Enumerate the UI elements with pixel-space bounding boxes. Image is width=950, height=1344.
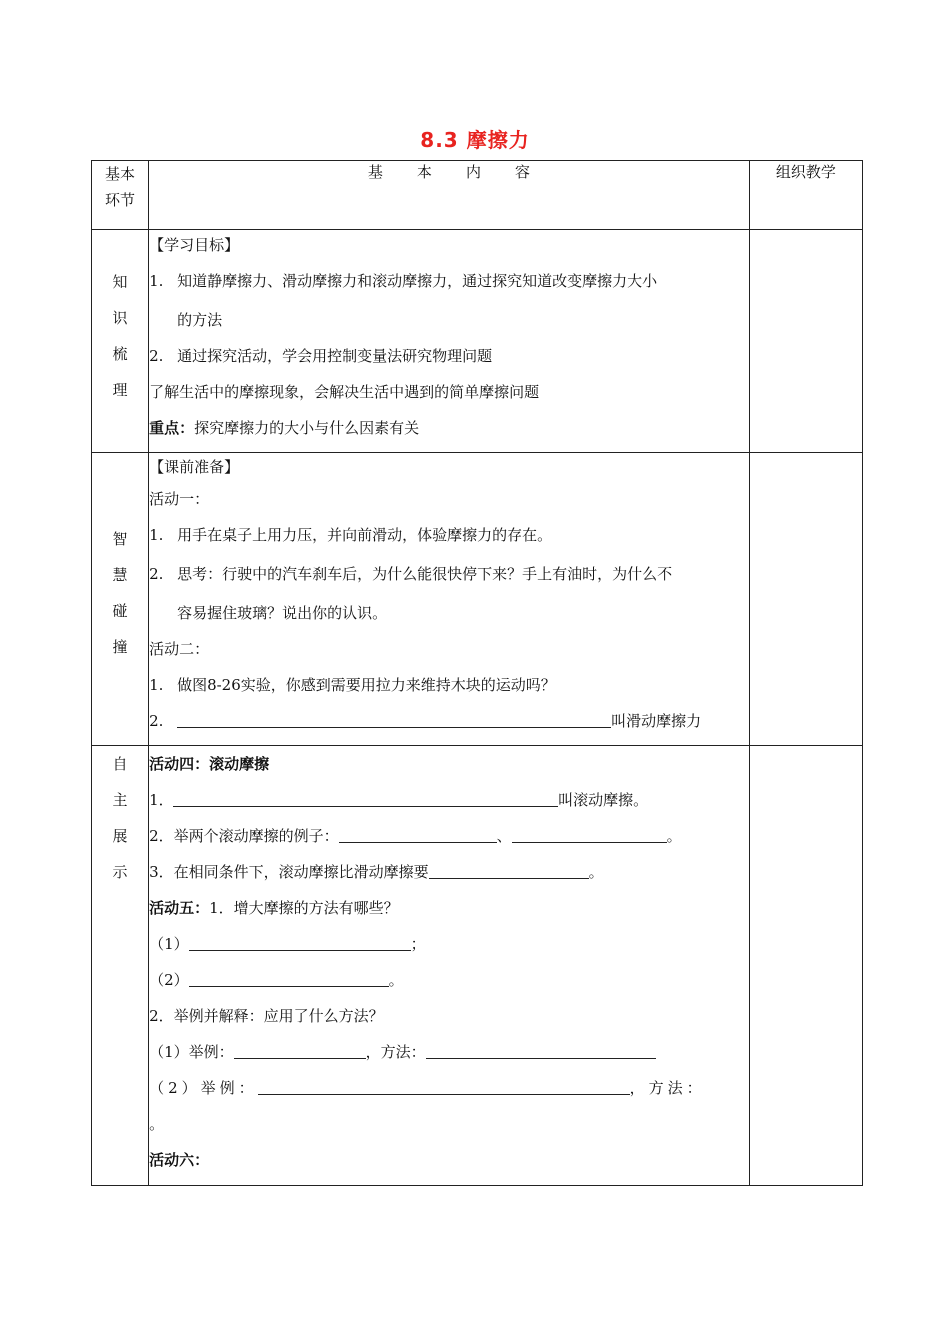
goal-1-cont: 的方法 xyxy=(177,311,223,329)
learning-goals-heading: 【学习目标】 xyxy=(149,236,240,254)
fill-blank[interactable] xyxy=(177,711,611,728)
method-2 xyxy=(149,962,749,998)
header-organize: 组织教学 xyxy=(749,161,862,230)
section-knowledge-notes xyxy=(749,230,862,453)
item-text: （2）举例： xyxy=(149,1079,258,1097)
section-knowledge-row xyxy=(92,230,863,453)
activity-2-item-2 xyxy=(149,703,749,739)
activity-1-item-2 xyxy=(149,553,749,595)
item-text: 用手在桌子上用力压，并向前滑动，体验摩擦力的存在。 xyxy=(177,526,553,544)
goal-text: 通过探究活动，学会用控制变量法研究物理问题 xyxy=(177,347,493,365)
label-char: 主 xyxy=(112,791,128,809)
section-knowledge-label xyxy=(92,230,149,453)
activity-4-q2 xyxy=(149,818,749,854)
activity-5-title xyxy=(149,890,749,926)
item-number: （2） xyxy=(149,971,189,989)
label-char: 自 xyxy=(112,755,128,773)
header-stage-line2: 环节 xyxy=(105,191,136,209)
header-content-char: 本 xyxy=(416,163,432,181)
fill-blank[interactable] xyxy=(258,1078,630,1095)
item-text: 3．在相同条件下，滚动摩擦比滑动摩擦要 xyxy=(149,863,429,881)
section-display-label xyxy=(92,746,149,1186)
fill-blank[interactable] xyxy=(426,1042,656,1059)
fill-blank[interactable] xyxy=(429,862,589,879)
section-display-row xyxy=(92,746,863,1186)
header-content xyxy=(149,161,750,230)
label-char: 慧 xyxy=(112,566,128,584)
section-collision-label xyxy=(92,453,149,746)
label-char: 梳 xyxy=(112,345,128,363)
activity-1-item-1 xyxy=(149,517,749,553)
fill-blank[interactable] xyxy=(234,1042,366,1059)
section-display-content xyxy=(149,746,750,1186)
table-header-row xyxy=(92,161,863,230)
item-number: 1． xyxy=(149,791,174,809)
item-number: （1） xyxy=(149,935,189,953)
goal-1 xyxy=(149,260,749,302)
prep-heading: 【课前准备】 xyxy=(149,458,240,476)
label-char: 智 xyxy=(112,530,128,548)
page-title: 8.3 摩擦力 xyxy=(420,128,530,152)
label-char: 知 xyxy=(112,273,128,291)
goal-text: 知道静摩擦力、滑动摩擦力和滚动摩擦力，通过探究知道改变摩擦力大小 xyxy=(177,272,658,290)
item-number: 2. xyxy=(149,712,164,730)
goal-number: 2. xyxy=(149,347,164,365)
item-text: 。 xyxy=(388,971,404,989)
section-display-notes xyxy=(749,746,862,1186)
label-char: 撞 xyxy=(112,638,128,656)
section-knowledge-content xyxy=(149,230,750,453)
header-content-char: 基 xyxy=(367,163,383,181)
label-char: 识 xyxy=(112,309,128,327)
lesson-table xyxy=(91,160,863,1186)
label-char: 示 xyxy=(112,863,128,881)
example-2 xyxy=(149,1070,749,1106)
activity-4-title: 活动四：滚动摩擦 xyxy=(149,755,270,773)
key-point-label: 重点： xyxy=(149,419,195,437)
activity-1-item-2-cont: 容易握住玻璃？说出你的认识。 xyxy=(177,604,388,622)
activity-4-q1 xyxy=(149,782,749,818)
item-text: 做图8-26实验，你感到需要用拉力来维持木块的运动吗？ xyxy=(177,676,556,694)
activity-2-item-1 xyxy=(149,667,749,703)
section-collision-content xyxy=(149,453,750,746)
item-text: 。 xyxy=(666,827,682,845)
key-point xyxy=(149,410,749,446)
item-text: 思考：行驶中的汽车刹车后，为什么能很快停下来？手上有油时，为什么不 xyxy=(177,565,673,583)
item-text: ，方法： xyxy=(629,1079,706,1097)
method-1 xyxy=(149,926,749,962)
goal-number: 1. xyxy=(149,272,164,290)
activity-label: 活动五： xyxy=(149,899,210,917)
label-char: 理 xyxy=(112,381,128,399)
fill-blank[interactable] xyxy=(173,790,558,807)
item-text: ，方法： xyxy=(365,1043,426,1061)
example-2-end: 。 xyxy=(149,1115,165,1133)
item-text: 。 xyxy=(588,863,604,881)
activity-4-q3 xyxy=(149,854,749,890)
header-content-char: 容 xyxy=(514,163,530,181)
key-point-text: 探究摩擦力的大小与什么因素有关 xyxy=(194,419,420,437)
item-text: 叫滑动摩擦力 xyxy=(611,712,702,730)
fill-blank[interactable] xyxy=(339,826,497,843)
item-text: 、 xyxy=(496,827,512,845)
fill-blank[interactable] xyxy=(189,934,411,951)
item-text: ； xyxy=(410,935,426,953)
item-text: 1．增大摩擦的方法有哪些？ xyxy=(209,899,399,917)
header-content-char: 内 xyxy=(465,163,481,181)
section-collision-notes xyxy=(749,453,862,746)
label-char: 碰 xyxy=(112,602,128,620)
activity-1-title: 活动一： xyxy=(149,490,210,508)
example-1 xyxy=(149,1034,749,1070)
item-number: 2. xyxy=(149,565,164,583)
section-collision-row xyxy=(92,453,863,746)
item-text: 2．举两个滚动摩擦的例子： xyxy=(149,827,339,845)
item-text: （1）举例： xyxy=(149,1043,234,1061)
goal-3: 了解生活中的摩擦现象，会解决生活中遇到的简单摩擦问题 xyxy=(149,383,540,401)
activity-2-title: 活动二： xyxy=(149,640,210,658)
fill-blank[interactable] xyxy=(512,826,667,843)
activity-6-title: 活动六： xyxy=(149,1151,210,1169)
fill-blank[interactable] xyxy=(189,970,389,987)
goal-2 xyxy=(149,338,749,374)
header-stage-line1: 基本 xyxy=(105,165,136,183)
item-number: 1. xyxy=(149,676,164,694)
header-stage xyxy=(92,161,149,230)
activity-5-q2: 2．举例并解释：应用了什么方法？ xyxy=(149,1007,384,1025)
item-text: 叫滚动摩擦。 xyxy=(558,791,649,809)
item-number: 1. xyxy=(149,526,164,544)
label-char: 展 xyxy=(112,827,128,845)
